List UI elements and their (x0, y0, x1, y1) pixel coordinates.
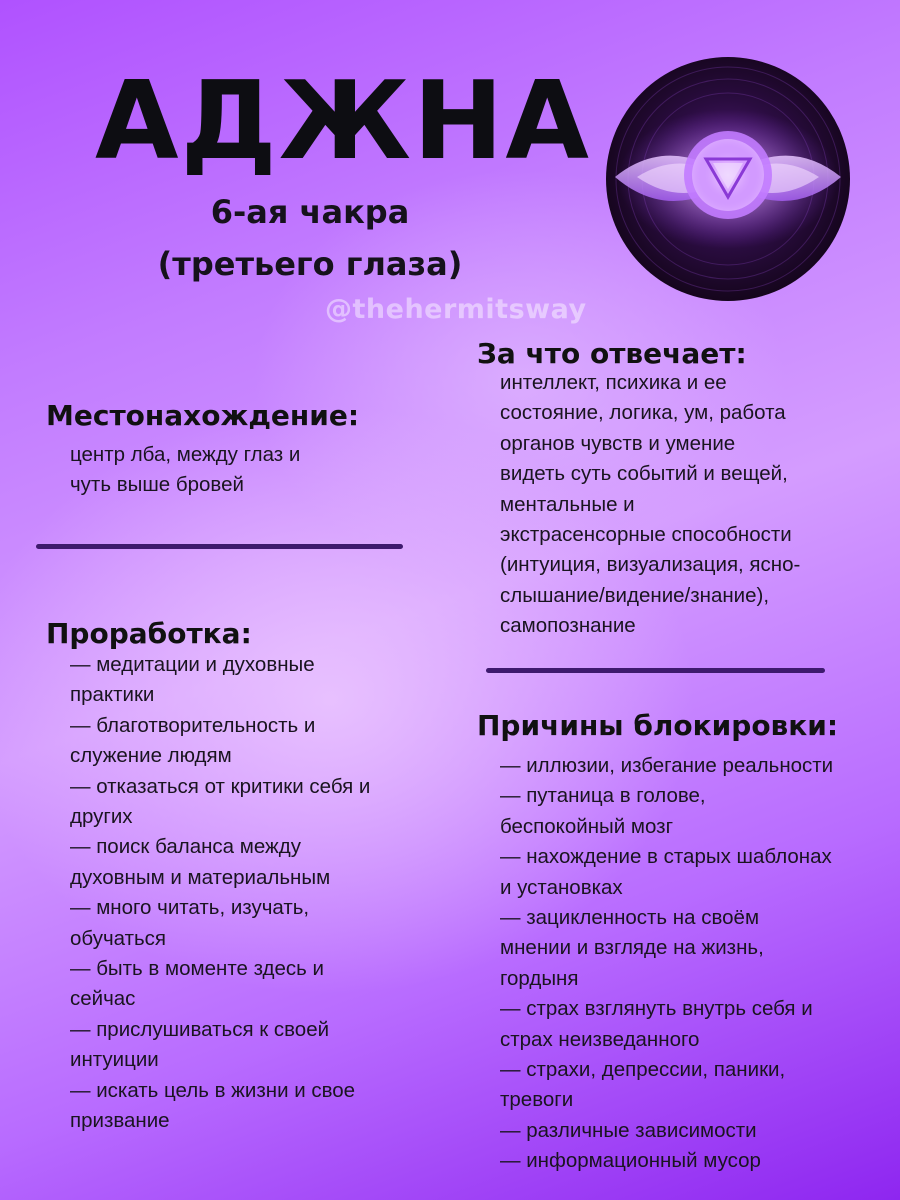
watermark: @thehermitsway (325, 294, 587, 325)
blockers-line: мнении и взгляде на жизнь, (500, 936, 764, 960)
blockers-line: — путаница в голове, (500, 784, 706, 808)
blockers-heading: Причины блокировки: (477, 709, 839, 742)
blockers-line: — зацикленность на своём (500, 906, 760, 930)
responsibilities-line: экстрасенсорные способности (500, 523, 792, 547)
third-eye-chakra-icon (597, 55, 859, 303)
practice-line: интуиции (70, 1048, 159, 1072)
responsibilities-line: состояние, логика, ум, работа (500, 401, 786, 425)
blockers-line: — нахождение в старых шаблонах (500, 845, 832, 869)
page-title: АДЖНА (95, 59, 591, 184)
practice-line: духовным и материальным (70, 865, 331, 889)
practice-heading: Проработка: (46, 617, 252, 650)
responsibilities-line: органов чувств и умение (500, 431, 736, 455)
responsibilities-line: самопознание (500, 614, 636, 638)
blockers-line: беспокойный мозг (500, 814, 674, 838)
practice-line: — много читать, изучать, (70, 896, 310, 920)
blockers-line: — информационный мусор (500, 1149, 761, 1173)
practice-line: — быть в моменте здесь и (70, 957, 324, 981)
responsibilities-heading: За что отвечает: (477, 337, 747, 370)
practice-list (70, 650, 370, 1137)
blockers-line: и установках (500, 875, 623, 899)
practice-line: — медитации и духовные (70, 653, 315, 676)
practice-line: служение людям (70, 744, 232, 768)
practice-line: — отказаться от критики себя и (70, 774, 371, 798)
blockers-line: — иллюзии, избегание реальности (500, 754, 834, 777)
practice-line: — поиск баланса между (70, 835, 301, 859)
blockers-line: — различные зависимости (500, 1118, 757, 1142)
responsibilities-line: видеть суть событий и вещей, (500, 462, 788, 486)
location-text (70, 440, 300, 501)
blockers-line: тревоги (500, 1088, 574, 1112)
blockers-list (500, 751, 833, 1177)
practice-line: — благотворительность и (70, 713, 316, 737)
blockers-line: гордыня (500, 966, 579, 990)
practice-line: сейчас (70, 987, 136, 1011)
practice-line: обучаться (70, 926, 166, 950)
blockers-line: страх неизведанного (500, 1027, 700, 1051)
practice-line: практики (70, 683, 155, 707)
location-heading: Местонахождение: (46, 399, 360, 432)
location-line: центр лба, между глаз и (70, 443, 301, 466)
divider-left (36, 544, 403, 549)
subtitle-chakra-name: (третьего глаза) (157, 245, 463, 283)
responsibilities-line: интеллект, психика и ее (500, 371, 727, 394)
practice-line: других (70, 805, 133, 829)
blockers-line: — страхи, депрессии, паники, (500, 1058, 786, 1082)
responsibilities-text (500, 368, 800, 642)
practice-line: призвание (70, 1109, 170, 1133)
practice-line: — искать цель в жизни и свое (70, 1078, 356, 1102)
blockers-line: — страх взглянуть внутрь себя и (500, 997, 813, 1021)
practice-line: — прислушиваться к своей (70, 1017, 330, 1041)
location-line: чуть выше бровей (70, 473, 244, 497)
divider-right (486, 668, 825, 673)
responsibilities-line: ментальные и (500, 492, 635, 516)
responsibilities-line: (интуиция, визуализация, ясно- (500, 553, 801, 577)
subtitle-chakra-number: 6-ая чакра (210, 193, 410, 231)
responsibilities-line: слышание/видение/знание), (500, 583, 770, 607)
